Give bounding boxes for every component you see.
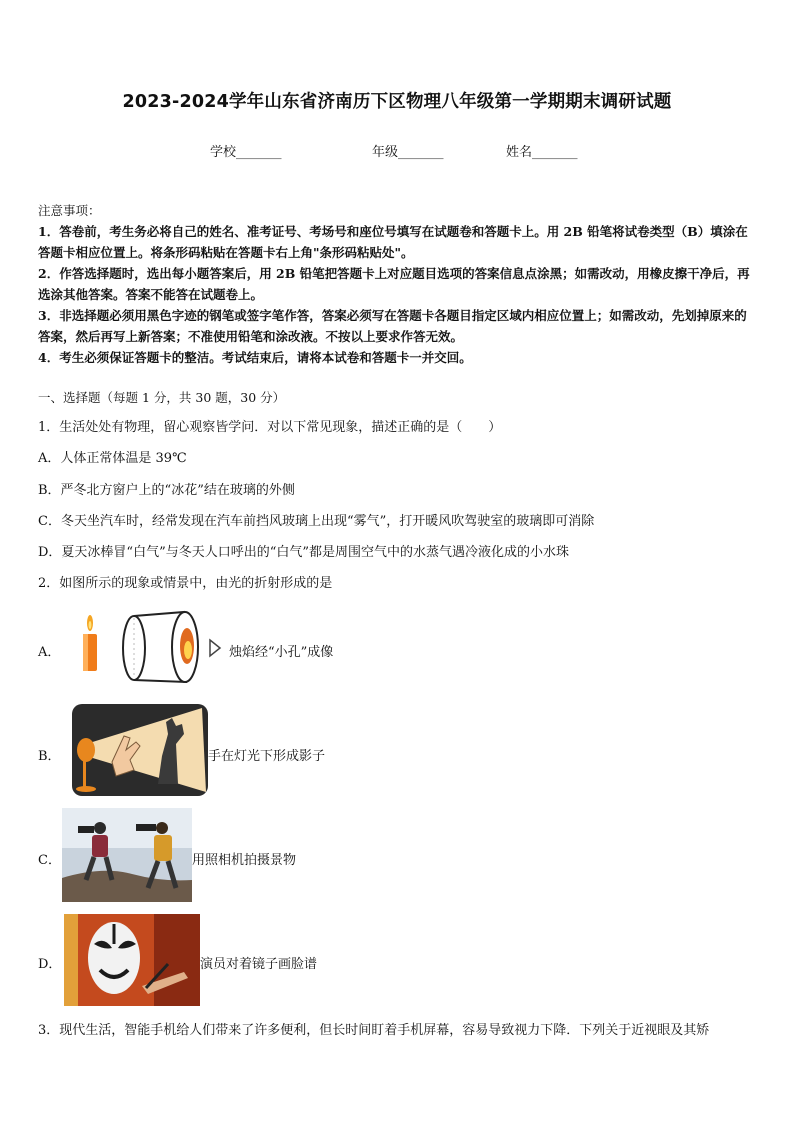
school-field: 学校_______ [210,145,282,160]
q2-option-a-label: A． [38,645,61,660]
opera-mask-mirror-image [64,914,200,1006]
question-2-stem: 2．如图所示的现象或情景中，由光的折射形成的是 [38,576,333,591]
notice-item: 1．答卷前，考生务必将自己的姓名、准考证号、考场号和座位号填写在试题卷和答题卡上。用 2B 铅笔将试卷类型（B）填涂在答题卡相应位置上。将条形码粘贴在答题卡右上角"条形码粘贴处"。 [38,224,748,260]
q2-option-c-caption: 用照相机拍摄景物 [192,853,297,868]
q2-option-d-label: D． [38,957,62,972]
q2-option-d-caption: 演员对着镜子画脸谱 [200,957,318,972]
hand-shadow-image [72,704,208,796]
q1-option-b: B．严冬北方窗户上的“冰花”结在玻璃的外侧 [38,483,295,498]
name-field: 姓名_______ [506,145,578,160]
camera-photographers-image [62,808,192,902]
grade-field: 年级_______ [372,145,444,160]
question-3-stem: 3．现代生活，智能手机给人们带来了许多便利，但长时间盯着手机屏幕，容易导致视力下降．下列关于近视眼及其矫 [38,1023,710,1038]
q1-option-d: D．夏天冰棒冒“白气”与冬天人口呼出的“白气”都是周围空气中的水蒸气遇冷液化成的小水珠 [38,545,570,560]
q1-option-a: A．人体正常体温是 39℃ [38,451,187,466]
q1-option-c: C．冬天坐汽车时，经常发现在汽车前挡风玻璃上出现“雾气”，打开暖风吹驾驶室的玻璃即可消除 [38,514,595,529]
notice-block [38,200,758,368]
notice-item: 2．作答选择题时，选出每小题答案后，用 2B 铅笔把答题卡上对应题目选项的答案信息点涂黑；如需改动，用橡皮擦干净后，再选涂其他答案。答案不能答在试题卷上。 [38,266,750,302]
section-heading: 一、选择题（每题 1 分，共 30 题，30 分） [38,390,286,405]
notice-item: 3．非选择题必须用黑色字迹的钢笔或签字笔作答，答案必须写在答题卡各题目指定区域内相应位置上；如需改动，先划掉原来的答案，然后再写上新答案；不准使用铅笔和涂改液。不按以上要求作答无效。 [38,308,747,344]
question-1-stem: 1．生活处处有物理，留心观察皆学问．对以下常见现象，描述正确的是（ ） [38,420,502,435]
student-info-row [0,141,794,161]
candle-pinhole-image [74,606,230,688]
notice-item: 4．考生必须保证答题卡的整洁。考试结束后，请将本试卷和答题卡一并交回。 [38,350,472,365]
q2-option-b-label: B． [38,749,61,764]
notice-heading: 注意事项： [38,203,101,218]
q2-option-c-label: C． [38,853,61,868]
q2-option-a-caption: 烛焰经“小孔”成像 [229,645,334,660]
q2-option-b-caption: 手在灯光下形成影子 [208,749,326,764]
exam-title: 2023-2024学年山东省济南历下区物理八年级第一学期期末调研试题 [122,92,672,112]
